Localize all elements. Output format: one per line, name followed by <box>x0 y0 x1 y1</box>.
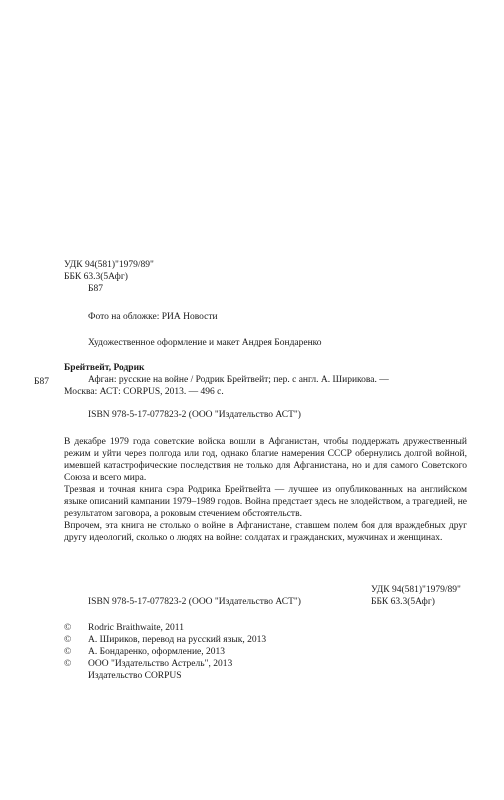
copyright-symbol: © <box>64 623 72 633</box>
bibliography-line-2: Москва: АСТ: CORPUS, 2013. — 496 с. <box>64 387 224 397</box>
annotation-paragraph-1: В декабре 1979 года советские войска вошли в Афганистан, чтобы поддержать дружественный режим и уйти через полгода или год, однако благие намерения СССР обернулись долгой войной, имевшей катастрофические последствия не только для Афганистана, но и для самого Советского Союза и всего мира. <box>64 437 467 483</box>
right-udk: УДК 94(581)"1979/89" <box>371 585 461 595</box>
bibliography-line-1: Афган: русские на войне / Родрик Брейтвейт; пер. с англ. А. Ширикова. — <box>88 375 389 385</box>
copyright-isbn: ISBN 978-5-17-077823-2 (ООО "Издательство АСТ") <box>88 597 301 607</box>
bibliography-heading: Брейтвейт, Родрик <box>64 363 145 373</box>
annotation-paragraph-2: Трезвая и точная книга сэра Родрика Брейтвейта — лучшее из опубликованных на английском языке описаний кампании 1979–1989 годов. Война предстает здесь не злодейством, а трагедией, не результатом заговора, а роковым стечением обстоятельств. <box>64 485 467 519</box>
annotation-paragraph-3: Впрочем, эта книга не столько о войне в Афганистане, ставшем полем боя для враждебных друг другу идеологий, сколько о людях на войне: солдатах и гражданских, мужчинах и женщинах. <box>64 521 467 543</box>
udk-code: УДК 94(581)"1979/89" <box>64 260 154 270</box>
copyright-entry: © ООО "Издательство Астрель", 2013 <box>64 659 233 669</box>
copyright-entry: © А. Шириков, перевод на русский язык, 2013 <box>64 635 267 645</box>
copyright-symbol: © <box>64 647 72 657</box>
annotation <box>64 436 467 544</box>
cover-photo-credit: Фото на обложке: РИА Новости <box>88 312 218 322</box>
copyright-entry: © А. Бондаренко, оформление, 2013 <box>64 647 225 657</box>
right-bbk: ББК 63.3(5Афг) <box>371 597 435 607</box>
copyright-symbol: © <box>64 635 72 645</box>
copyright-entry: © Rodric Braithwaite, 2011 <box>64 623 184 633</box>
bbk-code: ББК 63.3(5Афг) <box>64 272 128 282</box>
bibliography-margin-mark: Б87 <box>34 377 49 387</box>
publisher-line: Издательство CORPUS <box>88 671 182 681</box>
copyright-symbol: © <box>64 659 72 669</box>
right-index <box>371 584 461 608</box>
copyright-list <box>64 622 266 682</box>
bibliography-isbn: ISBN 978-5-17-077823-2 (ООО "Издательство АСТ") <box>88 410 301 420</box>
bibliography-block <box>64 362 389 398</box>
design-credit: Художественное оформление и макет Андрея Бондаренко <box>88 338 322 348</box>
classification-block <box>64 259 154 295</box>
author-mark: Б87 <box>88 284 103 294</box>
